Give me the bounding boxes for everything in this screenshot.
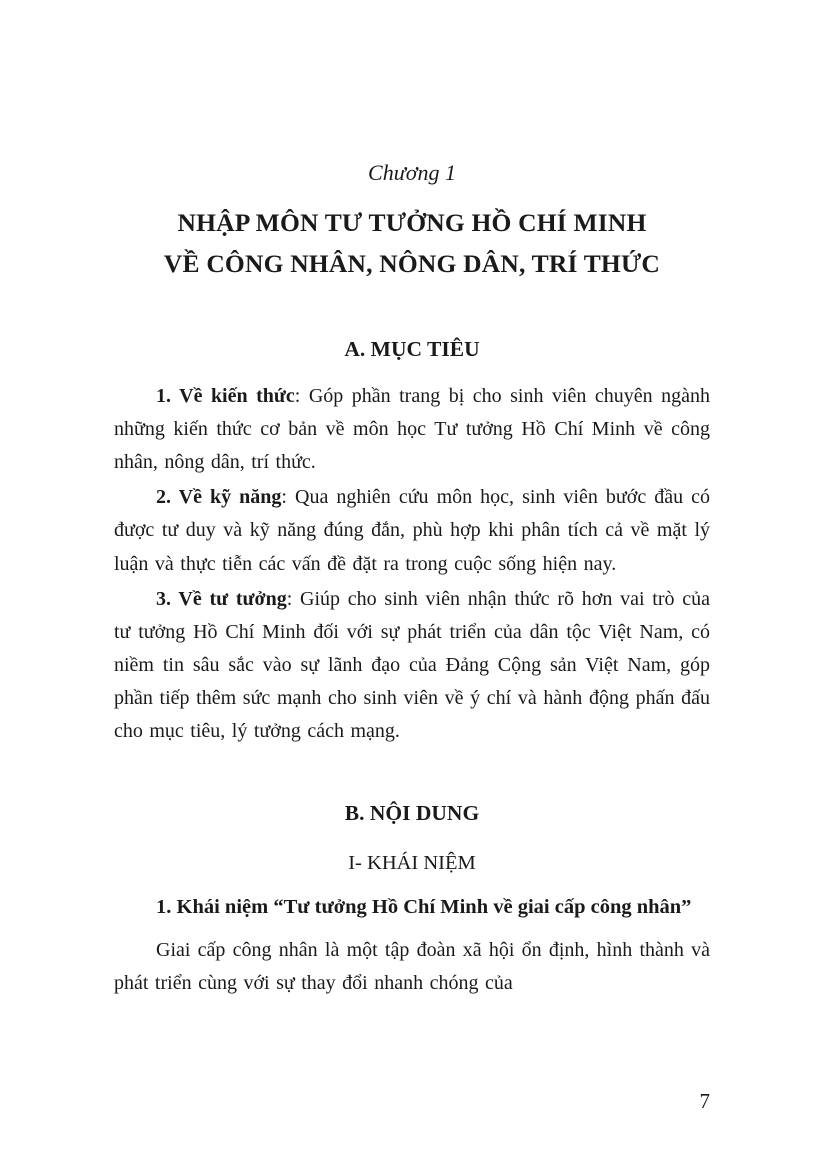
- objective-1-text: : Góp phần trang bị cho sinh viên chuyên ngành những kiến thức cơ bản về môn học Tư tưởng Hồ Chí Minh về công nhân, nông dân, trí thức.: [114, 384, 710, 473]
- chapter-title: [114, 202, 710, 285]
- objective-1-lead: 1. Về kiến thức: [156, 384, 295, 407]
- objective-3-text: : Giúp cho sinh viên nhận thức rõ hơn vai trò của tư tưởng Hồ Chí Minh đối với sự phát triển của dân tộc Việt Nam, có niềm tin sâu sắc vào sự lãnh đạo của Đảng Cộng sản Việt Nam, góp phần tiếp thêm sức mạnh cho sinh viên về ý chí và hành động phấn đấu cho mục tiêu, lý tưởng cách mạng.: [114, 587, 710, 743]
- objective-paragraph-2: [114, 481, 710, 581]
- objective-3-lead: 3. Về tư tưởng: [156, 587, 287, 610]
- objective-paragraph-1: [114, 380, 710, 480]
- chapter-title-line2: VỀ CÔNG NHÂN, NÔNG DÂN, TRÍ THỨC: [163, 249, 661, 279]
- chapter-label: Chương 1: [368, 160, 456, 185]
- section-b-heading: B. NỘI DUNG: [344, 800, 480, 825]
- objective-2-text: : Qua nghiên cứu môn học, sinh viên bước đầu có được tư duy và kỹ năng đúng đắn, phù hợp khi phân tích cả về mặt lý luận và thực tiễn các vấn đề đặt ra trong cuộc sống hiện nay.: [114, 486, 711, 575]
- chapter-title-line1: NHẬP MÔN TƯ TƯỞNG HỒ CHÍ MINH: [177, 208, 647, 237]
- objective-paragraph-3: [114, 583, 710, 749]
- section-b-subheading: I- KHÁI NIỆM: [348, 851, 476, 874]
- objective-2-lead: 2. Về kỹ năng: [156, 486, 282, 509]
- body-paragraph: Giai cấp công nhân là một tập đoàn xã hội ổn định, hình thành và phát triển cùng với sự thay đổi nhanh chóng của: [114, 938, 710, 994]
- section-a-heading: A. MỤC TIÊU: [344, 336, 480, 361]
- page-number: 7: [699, 1089, 710, 1113]
- topic-heading: 1. Khái niệm “Tư tưởng Hồ Chí Minh về giai cấp công nhân”: [156, 895, 692, 918]
